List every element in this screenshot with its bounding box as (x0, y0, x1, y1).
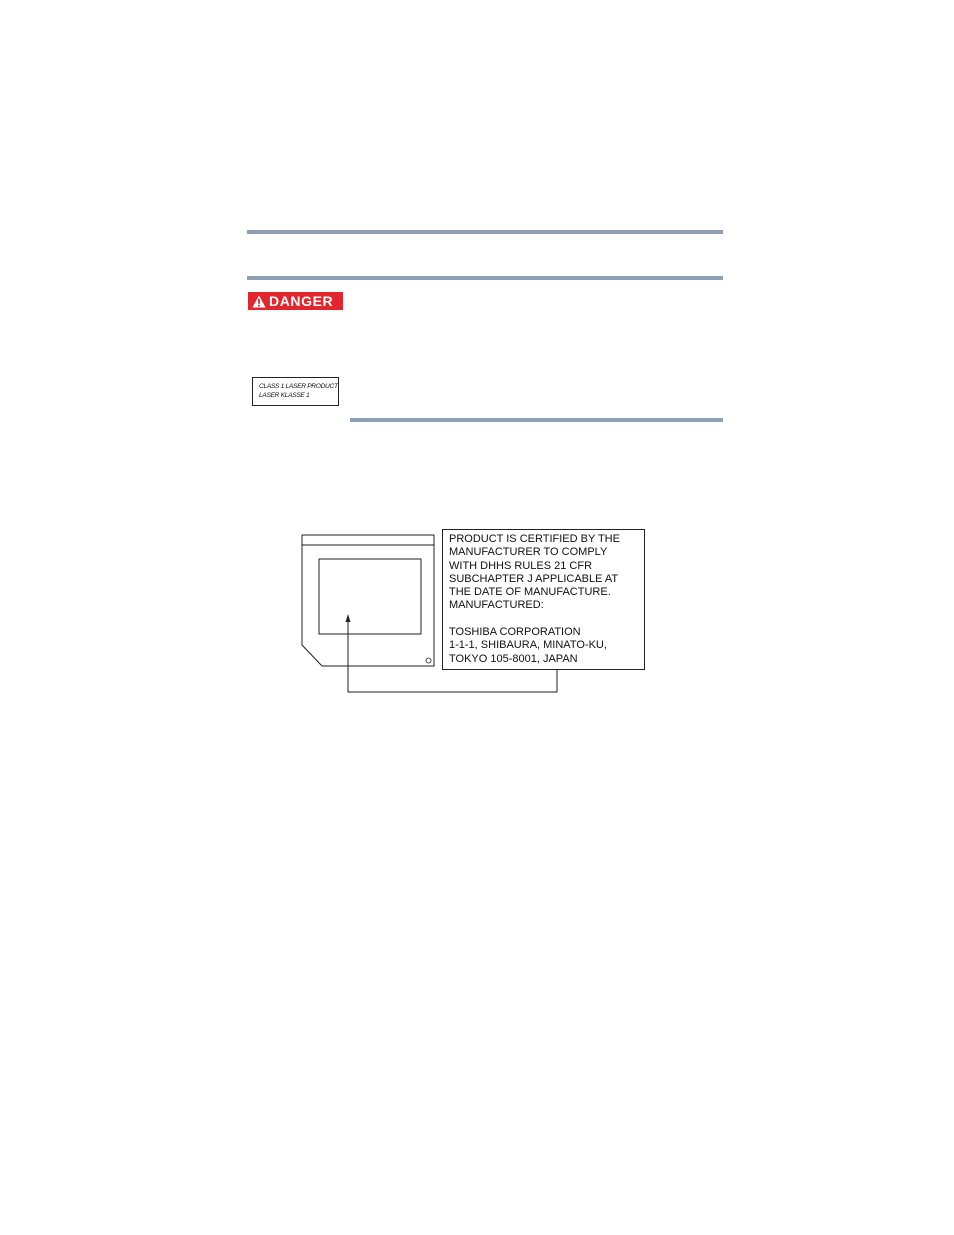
warning-triangle-icon (252, 295, 266, 308)
top-divider-rule (247, 230, 723, 234)
drive-outline (302, 535, 434, 666)
cert-spacer (449, 613, 644, 626)
laser-class-line-1: CLASS 1 LASER PRODUCT (259, 383, 338, 390)
manufacturer-line: TOKYO 105-8001, JAPAN (449, 652, 578, 665)
danger-badge (248, 292, 343, 310)
drive-label-area (319, 559, 421, 634)
cert-line: SUBCHAPTER J APPLICABLE AT (449, 572, 619, 585)
laser-class-label (252, 377, 339, 406)
cert-line: PRODUCT IS CERTIFIED BY THE (449, 533, 620, 545)
manufacturer-line: TOSHIBA CORPORATION (449, 626, 581, 639)
danger-section-bottom-rule (350, 418, 723, 422)
cert-line: WITH DHHS RULES 21 CFR (449, 559, 593, 572)
laser-class-line-2: LASER KLASSE 1 (259, 392, 310, 399)
callout-arrow-head (346, 614, 351, 622)
manufacturer-line: 1-1-1, SHIBAURA, MINATO-KU, (449, 639, 607, 652)
danger-label: DANGER (269, 293, 334, 309)
cert-line: MANUFACTURER TO COMPLY (449, 546, 608, 559)
cert-line: MANUFACTURED: (449, 599, 544, 612)
danger-section-top-rule (247, 276, 723, 280)
certification-label (442, 529, 645, 670)
cert-line: THE DATE OF MANUFACTURE. (449, 586, 611, 599)
drive-eject-hole (426, 658, 431, 663)
